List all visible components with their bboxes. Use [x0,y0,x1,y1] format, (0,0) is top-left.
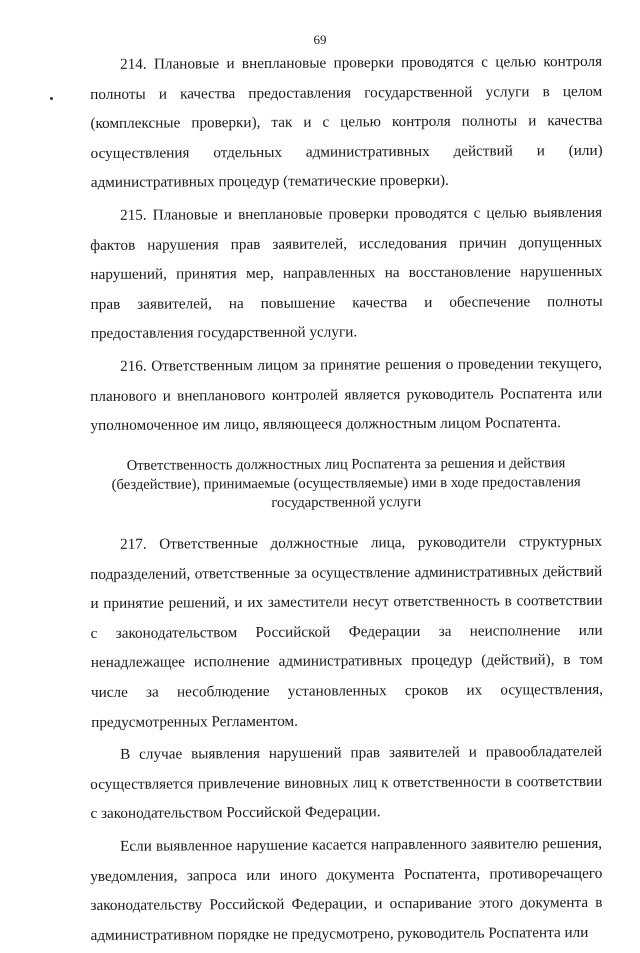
paragraph-214: 214. Плановые и внеплановые проверки проводятся с целью контроля полноты и качества предоставления государственной услуги в целом (комплексные проверки), так и с целью контроля полноты и качества осуществления отдельных административных действий и (или) административных процедур (тематические проверки). [90,52,603,192]
paragraph-217: 217. Ответственные должностные лица, руководители структурных подразделений, ответственные за осуществление административных действий и принятие решений, и их заместители несут ответственность в соответствии с законодательством Российской Федерации за неисполнение или ненадлежащее исполнение административных процедур (действий), в том числе за несоблюдение установленных сроков их осуществления, предусмотренных Регламентом. [90,532,604,731]
section-heading: Ответственность должностных лиц Роспатента за решения и действия (бездействие), принимаемые (осуществляемые) ими в ходе предоставления государственной услуги [111,454,581,511]
paragraph-215: 215. Плановые и внеплановые проверки проводятся с целью выявления фактов нарушения прав заявителей, исследования причин допущенных нарушений, принятия мер, направленных на восстановление нарушенных прав заявителей, на повышение качества и обеспечение полноты предоставления государственной услуги. [90,203,603,343]
margin-mark [50,97,53,100]
paragraph-document-violation: Если выявленное нарушение касается направленного заявителю решения, уведомления, запроса или иного документа Роспатента, противоречащего законодательству Российской Федерации, и оспаривание этого документа в административном порядке не предусмотрено, руководитель Роспатента или [90,834,603,944]
document-body [90,50,602,953]
paragraph-216: 216. Ответственным лицом за принятие решения о проведении текущего, планового и внепланового контролей является руководитель Роспатента или уполномоченное им лицо, являющееся должностным лицом Роспатента. [90,354,603,435]
page-number: 69 [313,32,327,47]
paragraph-violations: В случае выявления нарушений прав заявителей и правообладателей осуществляется привлечение виновных лиц к ответственности в соответствии с законодательством Российской Федерации. [90,742,603,823]
